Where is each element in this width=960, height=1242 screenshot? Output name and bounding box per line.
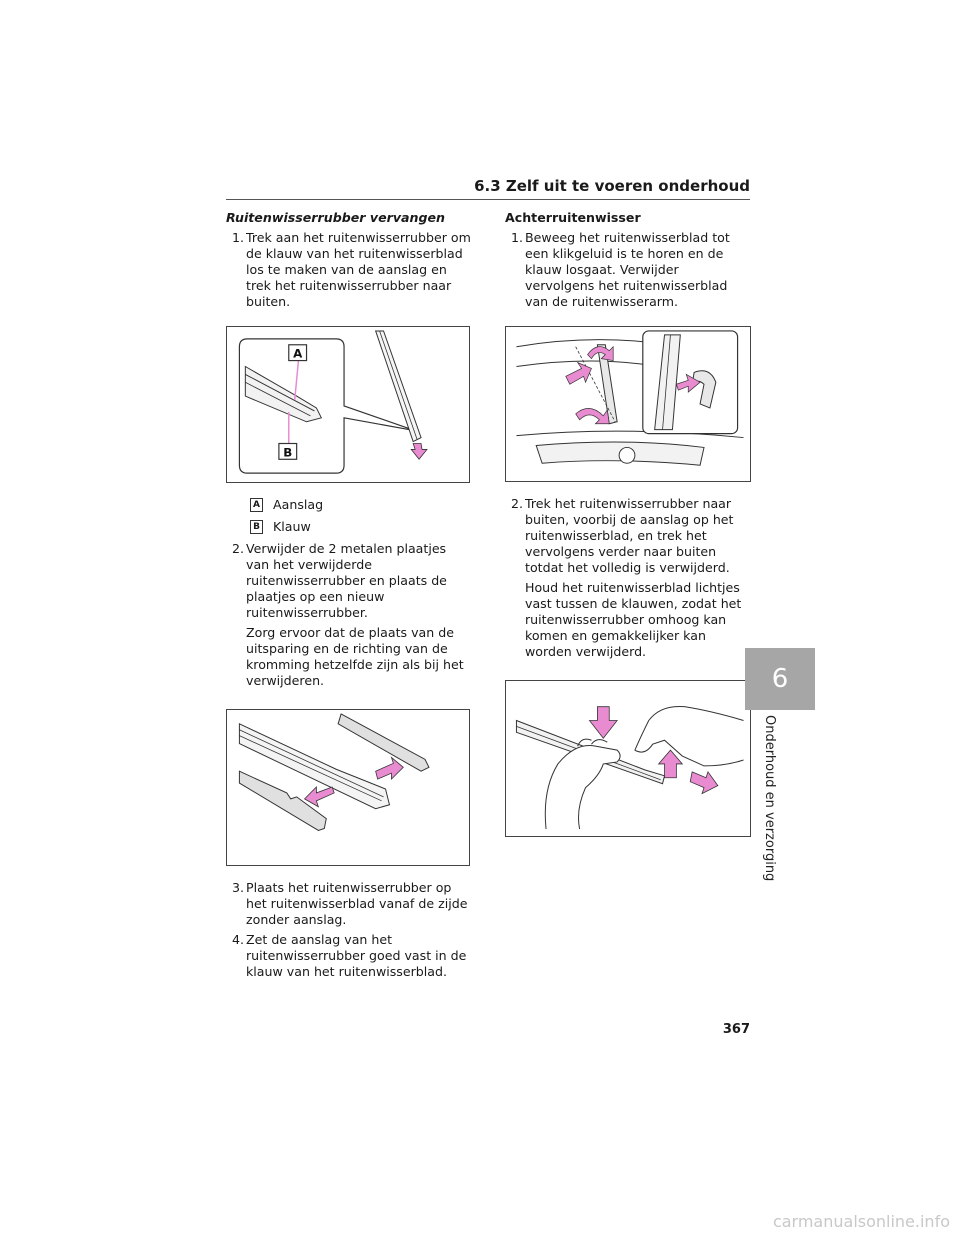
left-step-3 [226, 880, 472, 928]
right-step-1 [505, 230, 751, 310]
right-step-2-note: Houd het ruitenwisserblad lichtjes vast tussen de klauwen, zodat het ruitenwisserrubber omhoog kan komen en gemakkelijker kan worden verwijderd. [525, 580, 742, 659]
left-step-1 [226, 230, 472, 310]
svg-text:B: B [283, 445, 293, 460]
chapter-label: Onderhoud en verzorging [762, 715, 777, 882]
svg-text:A: A [293, 346, 303, 361]
step-text: Plaats het ruitenwisserrubber op het ruitenwisserblad vanaf de zijde zonder aanslag. [246, 880, 468, 927]
left-step-2-note: Zorg ervoor dat de plaats van de uitsparing en de richting van de kromming hetzelfde zijn als bij het verwijderen. [246, 625, 464, 688]
step-text: Zet de aanslag van het ruitenwisserrubber goed vast in de klauw van het ruitenwisserblad. [246, 932, 467, 979]
legend-label: Klauw [273, 519, 311, 534]
step-number: 1. [511, 230, 524, 245]
left-column [226, 210, 472, 984]
right-heading: Achterruitenwisser [505, 210, 641, 225]
legend-a [226, 497, 472, 513]
figure-pull-rubber [505, 680, 751, 837]
left-step-2 [226, 541, 472, 621]
section-header: 6.3 Zelf uit te voeren onderhoud [474, 177, 750, 195]
step-text: Trek aan het ruitenwisserrubber om de klauw van het ruitenwisserblad los te maken van de aanslag en trek het ruitenwisserrubber naar buiten. [246, 230, 471, 309]
step-number: 2. [511, 496, 524, 511]
step-number: 1. [232, 230, 245, 245]
rear-wiper-illustration [506, 327, 750, 481]
legend-key: A [250, 498, 263, 512]
rubber-plates-illustration [227, 710, 469, 865]
step-text: Beweeg het ruitenwisserblad tot een klikgeluid is te horen en de klauw losgaat. Verwijder vervolgens het ruitenwisserblad van de ruitenwisserarm. [525, 230, 730, 309]
right-step-2 [505, 496, 751, 576]
legend-key: B [250, 520, 263, 534]
chapter-tab: 6 [745, 648, 815, 710]
hands-pull-rubber-illustration [506, 681, 750, 836]
figure-wiper-stopper-claw [226, 326, 470, 483]
step-text: Trek het ruitenwisserrubber naar buiten, voorbij de aanslag op het ruitenwisserblad, en trek het vervolgens verder naar buiten totdat het volledig is verwijderd. [525, 496, 734, 575]
step-number: 3. [232, 880, 245, 895]
figure-metal-plates [226, 709, 470, 866]
watermark: carmanualsonline.info [772, 1212, 950, 1231]
left-heading: Ruitenwisserrubber vervangen [226, 210, 446, 225]
step-number: 4. [232, 932, 245, 947]
header-rule [226, 199, 750, 200]
right-column [505, 210, 751, 851]
page-number: 367 [722, 1022, 750, 1037]
left-step-4 [226, 932, 472, 980]
figure-rear-wiper [505, 326, 751, 482]
legend-b [226, 519, 472, 535]
legend-label: Aanslag [273, 497, 324, 512]
step-text: Verwijder de 2 metalen plaatjes van het verwijderde ruitenwisserrubber en plaats de plaatjes op een nieuw ruitenwisserrubber. [246, 541, 447, 620]
wiper-blade-illustration [227, 327, 469, 482]
step-number: 2. [232, 541, 245, 556]
